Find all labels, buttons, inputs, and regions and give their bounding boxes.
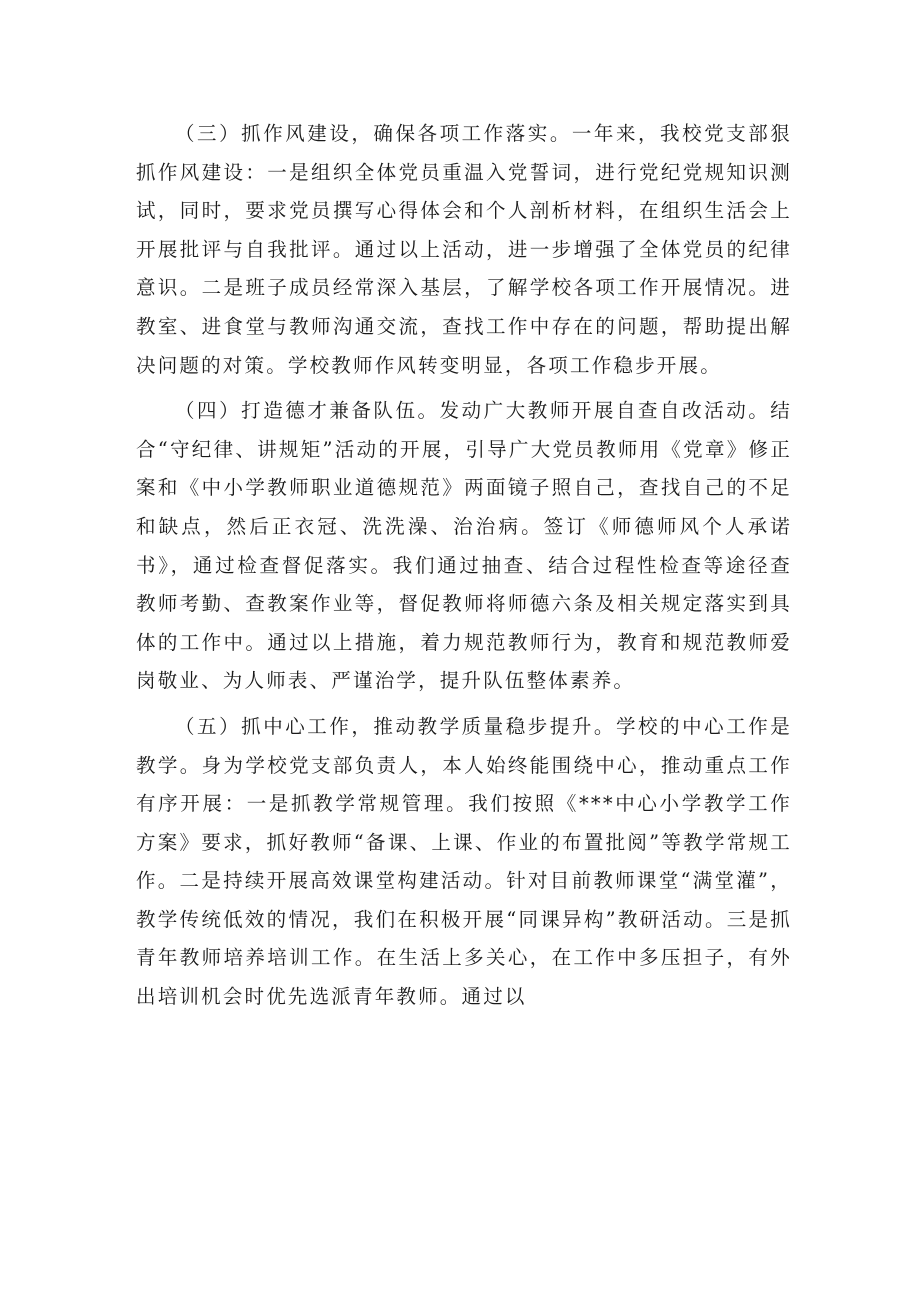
paragraph-work-style: （三）抓作风建设，确保各项工作落实。一年来，我校党支部狠抓作风建设：一是组织全体党员重温入党誓词，进行党纪党规知识测试，同时，要求党员撰写心得体会和个人剖析材料，在组织生活会上开展批评与自我批评。通过以上活动，进一步增强了全体党员的纪律意识。二是班子成员经常深入基层，了解学校各项工作开展情况。进教室、进食堂与教师沟通交流，查找工作中存在的问题，帮助提出解决问题的对策。学校教师作风转变明显，各项工作稳步开展。: [136, 122, 792, 377]
paragraph-central-work: （五）抓中心工作，推动教学质量稳步提升。学校的中心工作是教学。身为学校党支部负责人，本人始终能围绕中心，推动重点工作有序开展：一是抓教学常规管理。我们按照《***中心小学教学工作方案》要求，抓好教师“备课、上课、作业的布置批阅”等教学常规工作。二是持续开展高效课堂构建活动。针对目前教师课堂“满堂灌”，教学传统低效的情况，我们在积极开展“同课异构”教研活动。三是抓青年教师培养培训工作。在生活上多关心，在工作中多压担子，有外出培训机会时优先选派青年教师。通过以: [136, 714, 792, 1009]
paragraph-teacher-team: （四）打造德才兼备队伍。发动广大教师开展自查自改活动。结合“守纪律、讲规矩”活动的开展，引导广大党员教师用《党章》修正案和《中小学教师职业道德规范》两面镜子照自己，查找自己的不足和缺点，然后正衣冠、洗洗澡、治治病。签订《师德师风个人承诺书》，通过检查督促落实。我们通过抽查、结合过程性检查等途径查教师考勤、查教案作业等，督促教师将师德六条及相关规定落实到具体的工作中。通过以上措施，着力规范教师行为，教育和规范教师爱岗敬业、为人师表、严谨治学，提升队伍整体素养。: [136, 399, 792, 693]
